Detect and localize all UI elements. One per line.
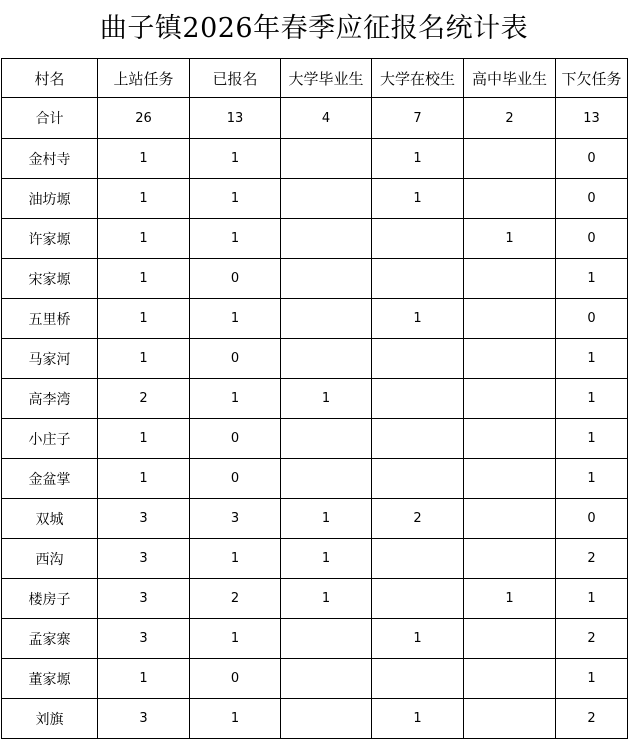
village-name: 五里桥 (2, 299, 98, 339)
village-name: 马家河 (2, 339, 98, 379)
table-row (2, 139, 628, 179)
table-cell: 1 (464, 219, 556, 259)
village-name: 西沟 (2, 539, 98, 579)
table-cell (464, 139, 556, 179)
table-row (2, 579, 628, 619)
table-cell: 1 (98, 659, 190, 699)
table-cell (464, 299, 556, 339)
table-cell: 1 (281, 579, 372, 619)
table-cell: 1 (98, 219, 190, 259)
table-row (2, 299, 628, 339)
table-cell: 3 (98, 699, 190, 739)
header-college-graduates: 大学毕业生 (281, 59, 372, 98)
table-cell (464, 659, 556, 699)
table-cell: 2 (556, 619, 628, 659)
table-cell: 3 (190, 499, 281, 539)
table-cell (372, 419, 464, 459)
table-cell: 2 (190, 579, 281, 619)
village-name: 许家塬 (2, 219, 98, 259)
table-row (2, 499, 628, 539)
table-cell: 1 (372, 619, 464, 659)
total-cell: 13 (556, 98, 628, 139)
total-cell: 2 (464, 98, 556, 139)
total-cell: 26 (98, 98, 190, 139)
table-cell (372, 539, 464, 579)
village-name: 董家塬 (2, 659, 98, 699)
table-cell (464, 379, 556, 419)
table-cell (281, 419, 372, 459)
table-cell: 1 (556, 659, 628, 699)
table-cell: 1 (556, 459, 628, 499)
table-cell: 1 (372, 139, 464, 179)
table-cell (464, 179, 556, 219)
table-cell (464, 339, 556, 379)
total-cell: 13 (190, 98, 281, 139)
table-row (2, 179, 628, 219)
table-row (2, 419, 628, 459)
table-cell: 1 (98, 179, 190, 219)
table-cell: 1 (372, 179, 464, 219)
table-row (2, 699, 628, 739)
header-remaining-quota: 下欠任务 (556, 59, 628, 98)
table-title: 曲子镇2026年春季应征报名统计表 (99, 13, 529, 44)
enlistment-table (1, 58, 628, 739)
table-cell: 1 (190, 179, 281, 219)
header-college-students: 大学在校生 (372, 59, 464, 98)
table-cell (464, 699, 556, 739)
header-registered: 已报名 (190, 59, 281, 98)
table-cell: 0 (556, 179, 628, 219)
table-cell (281, 619, 372, 659)
table-row (2, 379, 628, 419)
table-cell: 1 (190, 299, 281, 339)
table-row (2, 259, 628, 299)
table-cell: 1 (98, 419, 190, 459)
table-cell (372, 219, 464, 259)
village-name: 金村寺 (2, 139, 98, 179)
table-cell (281, 459, 372, 499)
table-cell: 0 (190, 659, 281, 699)
village-name: 楼房子 (2, 579, 98, 619)
total-cell: 7 (372, 98, 464, 139)
table-row (2, 459, 628, 499)
table-cell: 1 (556, 419, 628, 459)
table-cell: 1 (556, 259, 628, 299)
table-cell: 1 (464, 579, 556, 619)
table-cell (281, 259, 372, 299)
table-cell: 3 (98, 579, 190, 619)
table-cell (464, 419, 556, 459)
village-name: 高李湾 (2, 379, 98, 419)
table-cell: 1 (556, 379, 628, 419)
table-cell (281, 139, 372, 179)
table-cell: 3 (98, 499, 190, 539)
table-cell (281, 659, 372, 699)
table-cell: 1 (190, 539, 281, 579)
table-cell: 0 (556, 499, 628, 539)
table-cell (281, 219, 372, 259)
table-cell: 2 (556, 539, 628, 579)
table-cell: 1 (190, 379, 281, 419)
table-cell: 1 (190, 699, 281, 739)
table-cell: 0 (190, 339, 281, 379)
village-name: 双城 (2, 499, 98, 539)
village-name: 宋家塬 (2, 259, 98, 299)
table-cell: 2 (98, 379, 190, 419)
table-cell: 1 (281, 539, 372, 579)
header-village: 村名 (2, 59, 98, 98)
table-cell: 1 (556, 579, 628, 619)
village-name: 油坊塬 (2, 179, 98, 219)
table-row (2, 219, 628, 259)
total-row (2, 98, 628, 139)
header-high-school-graduates: 高中毕业生 (464, 59, 556, 98)
table-cell (281, 299, 372, 339)
table-cell: 1 (98, 339, 190, 379)
table-cell: 1 (556, 339, 628, 379)
table-cell: 1 (372, 299, 464, 339)
table-cell (281, 339, 372, 379)
table-cell (372, 459, 464, 499)
table-cell (372, 379, 464, 419)
village-name: 孟家寨 (2, 619, 98, 659)
table-cell: 0 (190, 259, 281, 299)
table-cell: 1 (190, 619, 281, 659)
table-cell: 1 (372, 699, 464, 739)
table-cell (372, 579, 464, 619)
table-cell (464, 499, 556, 539)
table-cell (281, 699, 372, 739)
table-cell: 1 (190, 219, 281, 259)
table-cell: 1 (98, 459, 190, 499)
table-cell: 1 (98, 299, 190, 339)
header-row (2, 59, 628, 98)
table-cell: 1 (98, 139, 190, 179)
table-cell: 3 (98, 619, 190, 659)
table-cell (464, 539, 556, 579)
table-cell: 2 (556, 699, 628, 739)
table-cell: 0 (190, 419, 281, 459)
table-cell: 1 (190, 139, 281, 179)
table-cell (372, 259, 464, 299)
table-cell: 3 (98, 539, 190, 579)
table-row (2, 659, 628, 699)
table-row (2, 619, 628, 659)
table-cell: 2 (372, 499, 464, 539)
table-cell: 0 (556, 299, 628, 339)
table-cell: 1 (98, 259, 190, 299)
table-cell: 1 (281, 499, 372, 539)
table-cell (464, 619, 556, 659)
table-cell (372, 659, 464, 699)
table-cell: 0 (556, 139, 628, 179)
village-name: 金盆掌 (2, 459, 98, 499)
table-cell: 1 (281, 379, 372, 419)
table-row (2, 339, 628, 379)
table-row (2, 539, 628, 579)
total-cell: 4 (281, 98, 372, 139)
table-cell (464, 459, 556, 499)
table-cell (464, 259, 556, 299)
village-name: 小庄子 (2, 419, 98, 459)
table-cell (281, 179, 372, 219)
village-name: 刘旗 (2, 699, 98, 739)
total-label: 合计 (2, 98, 98, 139)
table-cell: 0 (190, 459, 281, 499)
table-cell (372, 339, 464, 379)
header-assigned-quota: 上站任务 (98, 59, 190, 98)
table-cell: 0 (556, 219, 628, 259)
